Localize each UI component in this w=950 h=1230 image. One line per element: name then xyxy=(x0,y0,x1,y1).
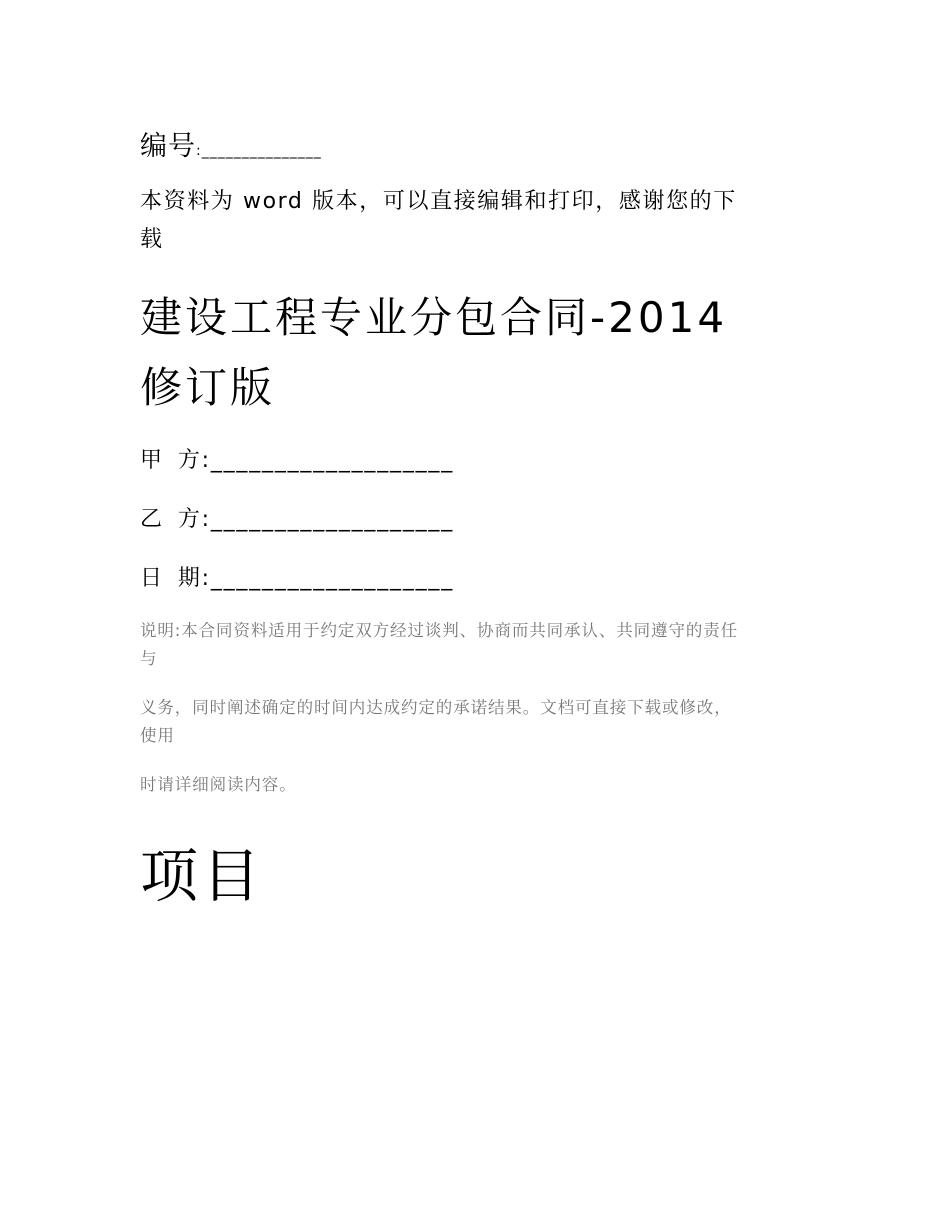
description-line-2: 与 xyxy=(140,649,158,668)
document-title-line-1: 建设工程专业分包合同-2014 xyxy=(140,293,728,342)
description-line-1: 说明:本合同资料适用于约定双方经过谈判、协商而共同承认、共同遵守的责任 xyxy=(140,621,739,640)
party-a-row xyxy=(140,443,454,479)
party-a-blank: :___________________ xyxy=(201,448,455,473)
notice-line-1: 本资料为 word 版本，可以直接编辑和打印，感谢您的下 xyxy=(140,189,737,214)
date-label-char-2: 期 xyxy=(177,566,202,591)
section-heading: 项目 xyxy=(140,842,265,910)
party-a-label-char-1: 甲 xyxy=(140,448,164,473)
party-b-label-char-2: 方 xyxy=(177,507,202,532)
serial-number-label: 编号 xyxy=(140,131,196,162)
notice-line-2: 载 xyxy=(140,227,164,252)
description-line-3: 义务，同时阐述确定的时间内达成约定的承诺结果。文档可直接下载或修改， xyxy=(140,698,732,717)
description-line-4: 使用 xyxy=(140,726,175,745)
serial-number-blank: :_______________ xyxy=(196,143,322,159)
document-title-line-2: 修订版 xyxy=(140,363,276,412)
date-blank: :___________________ xyxy=(201,566,455,591)
serial-number-row xyxy=(140,124,322,160)
party-b-blank: :___________________ xyxy=(201,507,455,532)
date-row xyxy=(140,561,454,597)
date-label-char-1: 日 xyxy=(140,566,164,591)
party-a-label-char-2: 方 xyxy=(177,448,202,473)
description-line-5: 时请详细阅读内容。 xyxy=(140,775,297,794)
party-b-row xyxy=(140,502,454,538)
party-b-label-char-1: 乙 xyxy=(140,507,164,532)
